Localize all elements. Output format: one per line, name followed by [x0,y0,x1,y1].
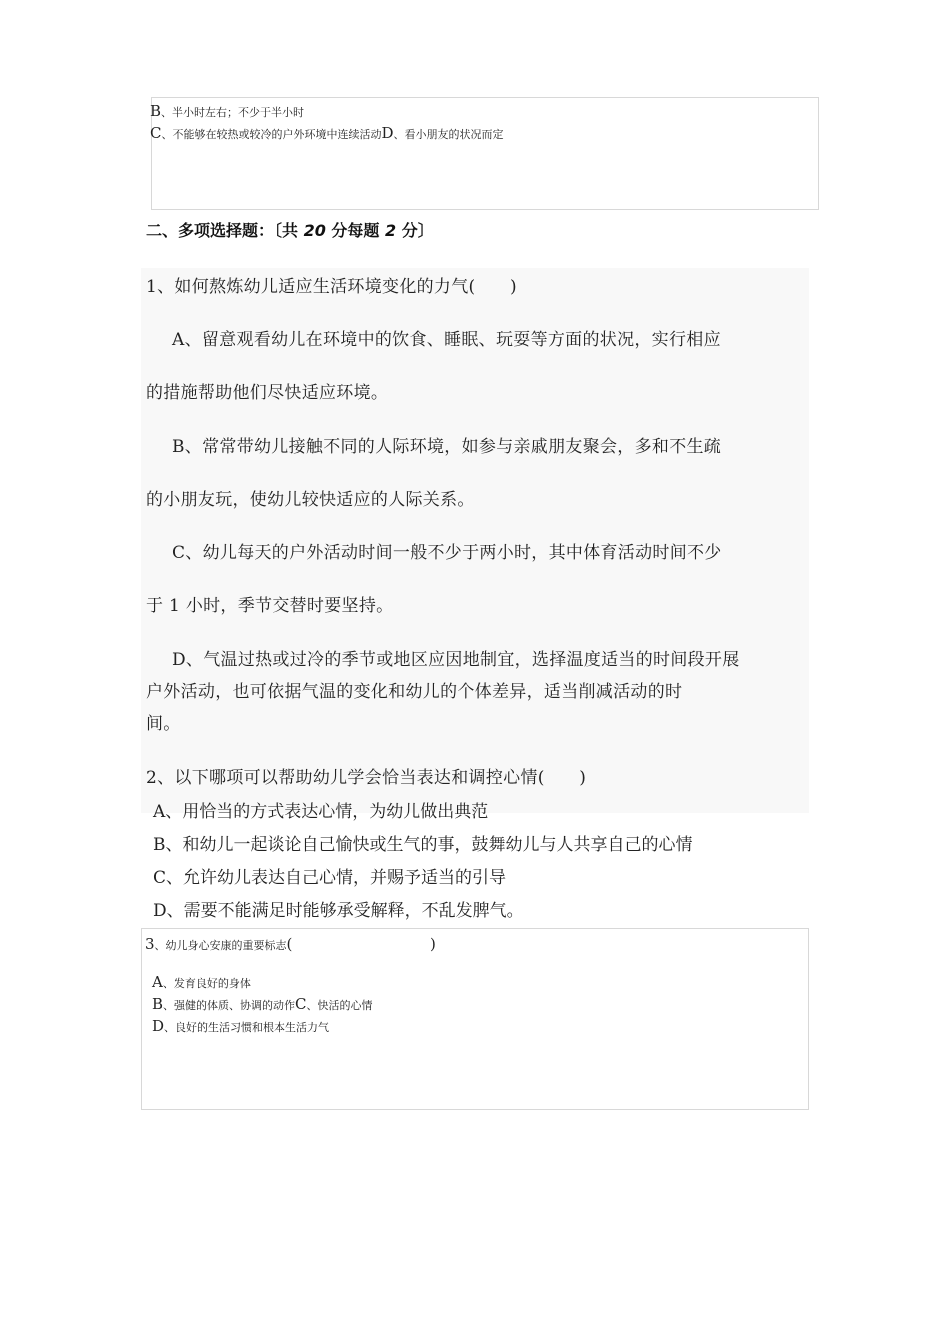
option-text: 、半小时左右；不少于半小时 [161,106,305,119]
question-2-option-d: D、需要不能满足时能够承受解释，不乱发脾气。 [153,901,524,921]
heading-total: 20 [303,221,326,240]
section-heading [146,218,434,241]
answer-paren-open: ( [286,935,293,953]
option-text: 、强健的体质、协调的动作 [163,999,296,1012]
question-1-option-a: A、留意观看幼儿在环境中的饮食、睡眠、玩耍等方面的状况，实行相应 [172,330,721,350]
question-1-option-d: D、气温过热或过冷的季节或地区应因地制宜，选择温度适当的时间段开展 [172,650,740,670]
option-letter: C [295,995,307,1013]
question-2-option-a: A、用恰当的方式表达心情，为幼儿做出典范 [153,802,489,822]
option-letter: C [150,124,162,142]
question-1-stem: 1、如何熬炼幼儿适应生活环境变化的力气( ) [146,277,517,297]
question-3-paren-close [430,935,436,953]
question-1-option-b-cont: 的小朋友玩，使幼儿较快适应的人际关系。 [146,490,475,510]
heading-prefix: 二、多项选择题：〔共 [146,221,304,240]
option-letter: D [381,124,394,142]
option-text: 、快活的心情 [306,999,373,1012]
question-1-option-b: B、常常带幼儿接触不同的人际环境，如参与亲戚朋友聚会，多和不生疏 [172,437,722,457]
option-text: 、发育良好的身体 [162,977,251,990]
option-b-line [150,102,304,120]
question-1-option-c-cont: 于 1 小时，季节交替时要坚持。 [146,596,394,616]
option-letter: D [152,1017,165,1035]
question-2-option-b: B、和幼儿一起谈论自己愉快或生气的事，鼓舞幼儿与人共享自己的心情 [153,835,693,855]
question-2-option-c: C、允许幼儿表达自己心情，并赐予适当的引导 [153,868,507,888]
answer-paren-close: ) [430,935,436,953]
question-1-option-d-cont: 户外活动，也可依据气温的变化和幼儿的个体差异，适当削减活动的时 [146,682,683,702]
heading-suffix: 分〕 [396,221,434,240]
question-1-option-a-cont: 的措施帮助他们尽快适应环境。 [146,383,389,403]
option-text: 、良好的生活习惯和根本生活力气 [164,1021,330,1034]
option-text: 、不能够在较热或较冷的户外环境中连续活动 [161,128,382,141]
question-3-option-d [152,1017,329,1035]
question-text: 、幼儿身心安康的重要标志 [154,939,287,952]
question-number: 3 [145,935,155,953]
option-text: 、看小朋友的状况而定 [393,128,504,141]
option-letter: B [152,995,164,1013]
question-2-stem: 2、以下哪项可以帮助幼儿学会恰当表达和调控心情( ) [146,768,587,788]
option-letter: A [152,973,163,991]
question-1-option-c: C、幼儿每天的户外活动时间一般不少于两小时，其中体育活动时间不少 [172,543,722,563]
question-3-stem [145,935,292,953]
question-3-option-bc [152,995,373,1013]
question-1-option-d-cont2: 间。 [146,714,181,734]
option-letter: B [150,102,162,120]
option-cd-line [150,124,504,142]
heading-each: 2 [385,221,397,240]
question-3-option-a [152,973,251,991]
heading-mid: 分每题 [325,221,385,240]
